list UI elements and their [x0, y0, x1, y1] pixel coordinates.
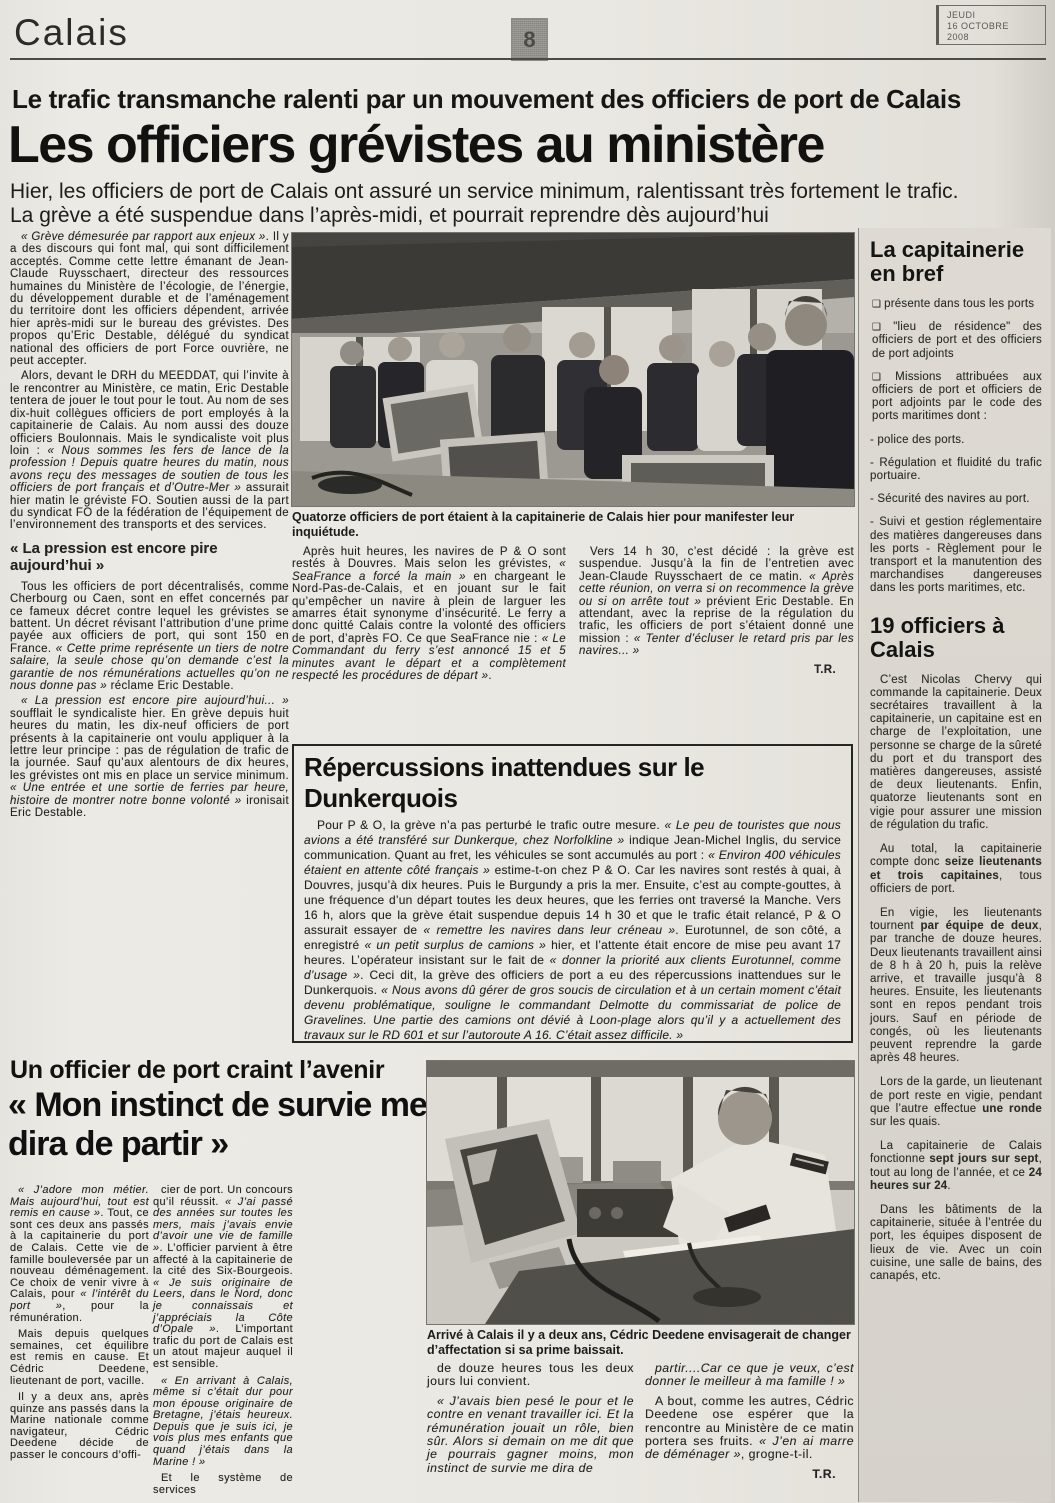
paragraph: Dans les bâtiments de la capitainerie, située à l’entrée du port, les équipes disposent de lieux de vie. Avec un coin cuisine, une salle de bains, des canapés, etc. — [870, 1203, 1042, 1282]
photo-officers-group-illustration — [292, 233, 854, 506]
sidebar-title-capitainerie: La capitainerie en bref — [870, 237, 1025, 286]
paragraph: Lors de la garde, un lieutenant de port reste en vigie, pendant que l’autre effectue une ronde sur les quais. — [870, 1076, 1042, 1128]
paragraph: cier de port. Un concours qu’il réussit. « J’ai passé des années sur toutes les mers, mais j’avais envie d’avoir une vie de famille ». L’officier parvient à être affecté à la capitainerie de la cité des Six-Bourgeois. « Je suis originaire de Leers, dans le Nord, donc je connaissais et j’appréciais la Côte d’Opale ». L’important trafic du port de Calais est un atout majeur auquel il est sensible. — [153, 1184, 293, 1370]
paragraph: « J’avais bien pesé le pour et le contre en venant travailler ici. Et la rémunération jouait un rôle, bien sûr. Alors si demain on me dit que je pourrais gagner moins, mon instinct de survie me dira de — [427, 1393, 634, 1475]
date-box — [936, 5, 1046, 45]
feature-headline: « Mon instinct de survie me dira de partir » — [8, 1086, 427, 1163]
lead-center-column-1 — [292, 546, 566, 685]
box-article — [292, 744, 853, 1043]
lead-headline: Les officiers grévistes au ministère — [8, 116, 824, 174]
paragraph: « La pression est encore pire aujourd’hui... » soufflait le syndicaliste hier. En grève depuis huit heures du matin, les dix-neuf officiers de port présents à la capitainerie ont voulu appliquer à la lettre leur principe : pas de régulation de trafic de la journée. Sauf qu’aux alentours de dix heures, les grévistes ont mis en place un service minimum. « Une entrée et une sortie de ferries par heure, histoire de montrer notre bonne volonté » ironisait Eric Destable. — [10, 695, 289, 820]
feature-column-1 — [10, 1185, 149, 1467]
photo2-caption: Arrivé à Calais il y a deux ans, Cédric Deedene envisagerait de changer d’affectation si sa prime baissait. — [427, 1328, 851, 1357]
lead-kicker: Le trafic transmanche ralenti par un mouvement des officiers de port de Calais — [12, 84, 961, 114]
photo1-caption: Quatorze officiers de port étaient à la capitainerie de Calais hier pour manifester leur inquiétude. — [292, 510, 795, 539]
paragraph: - Sécurité des navires au port. — [870, 493, 1030, 506]
photo-officers-group — [292, 233, 854, 506]
box-article-body — [304, 818, 841, 1043]
paragraph: de douze heures tous les deux jours lui convient. — [427, 1361, 634, 1389]
paragraph: « En arrivant à Calais, même si c’était dur pour mon épouse originaire de Bretagne, j’étais heureux. Depuis que je suis ici, je vois plus mes enfants que quand j’étais dans la Marine ! » — [153, 1374, 293, 1468]
paragraph: T.R. — [812, 1466, 836, 1481]
lead-left-column — [10, 231, 289, 822]
paragraph: Mais depuis quelques semaines, cet équilibre est remis en cause. Et Cédric Deedene, lieutenant de port, vacille. — [10, 1328, 149, 1387]
masthead-rule — [10, 58, 1046, 60]
sidebar — [858, 228, 1051, 1502]
paragraph: Il y a deux ans, après quinze ans passés dans la Marine nationale comme navigateur, Cédric Deedene décide de passer le concours d’offi- — [10, 1391, 149, 1462]
sidebar-body — [870, 674, 1042, 1284]
paragraph: Alors, devant le DRH du MEEDDAT, qui l’invite à le rencontrer au Ministère, ce matin, Eric Destable tentera de jouer le tout pour le tout. Au nom de ses dix-huit collègues officiers de port employés à la capitainerie de Calais. Au nom aussi des douze officiers Boulonnais. Mais le syndicaliste voit plus loin : « Nous sommes les fers de lance de la profession ! Depuis quatre heures du matin, nous avons reçu des messages de soutien de tous les officiers de port français et d’Outre-Mer » assurait hier matin le gréviste FO. Soutien aussi de la part du syndicat FO de la fédération de l’équipement de l’environnement des transports et des services. — [10, 370, 289, 532]
feature-column-2 — [153, 1185, 293, 1501]
feature-column-3 — [427, 1362, 634, 1481]
paragraph: Et le système de services — [153, 1472, 293, 1496]
paragraph: Pour P & O, la grève n’a pas perturbé le trafic outre mesure. « Le peu de touristes que nous avions a été transféré sur Dunkerque, chez Norfolkline » indique Jean-Michel Inglis, du service communication. Quant au fret, les véhicules se sont accumulés au port : « Environ 400 véhicules étaient en attente côté français » estime-t-on chez P & O. Car les navires sont restés à quai, à Douvres, jusqu’à dix heures. Puis le Burgundy a pris la mer. Ensuite, c’est au compte-gouttes, à une fréquence d’un départ toutes les deux heures, que les ferries ont traversé la Manche. Vers 16 h, alors que la grève était suspendue depuis 14 h 30 et que le trafic était relancé, P & O assurait essayer de « remettre les navires dans leur créneau ». Eurotunnel, de son côté, a enregistré « un petit surplus de camions » hier, et l’attente était encore de mise peu avant 17 heures. L’opérateur insistant sur le fait de « donner la priorité aux clients Eurotunnel, comme d’usage ». Ceci dit, la grève des officiers de port a eu des répercussions inattendues sur le Dunkerquois. « Nous avons dû gérer de gros soucis de circulation et à un certain moment c’était devenu problématique, souligne le commandant Delmotte du commissariat de police de Gravelines. Une partie des camions ont dévié à Loon-plage alors qu’il y a actuellement des travaux sur le RD 601 et sur l’autoroute A 16. C’était assez difficile. » — [304, 818, 842, 1042]
feature-column-4 — [645, 1362, 854, 1481]
paragraph: - police des ports. — [870, 433, 965, 446]
photo-officer-desk-illustration — [427, 1061, 854, 1324]
box-article-title: Répercussions inattendues sur le Dunkerquois — [304, 752, 705, 813]
sidebar-title-19-officiers: 19 officiers à Calais — [870, 612, 1005, 662]
paragraph: En vigie, les lieutenants tournent par équipe de deux, par tranche de douze heures. Deux lieutenants travaillent ainsi de 8 h à 20 h, puis la relève arrive, et travaille jusqu’à 8 heures. Ensuite, les lieutenants sont en repos pendant trois jours. Sauf en période de congés, où les lieutenants peuvent reprendre la garde après 48 heures. — [870, 906, 1043, 1065]
paragraph: ❑ Missions attribuées aux officiers de port et officiers de port adjoints par le code des ports maritimes dont : — [870, 371, 1042, 424]
section-title: Calais — [14, 12, 129, 53]
paragraph: Tous les officiers de port décentralisés, comme Cherbourg ou Caen, sont en effet concernés par ce fameux décret contre lequel les grévistes se battent. Un décret révisant l’attribution d’une prime payée aux officiers de port, qui sont 150 en France. « Cette prime représente un tiers de notre salaire, la seule chose qu’on demande c’est la garantie de nos rémunérations actuelles qu’on ne nous donne pas » réclame Eric Destable. — [10, 580, 290, 692]
paragraph: ❑ présente dans tous les ports — [870, 298, 1042, 311]
paragraph: C’est Nicolas Chervy qui commande la capitainerie. Deux secrétaires travaillent à la capitainerie, un capitaine est en charge de l’exploitation, une personne se charge de la sûreté du port et du transport des matières dangereuses, assisté de deux lieutenants. Enfin, quatorze lieutenants sont en vigie pour assurer une mission de régulation du trafic. — [870, 673, 1042, 831]
paragraph: ❑ "lieu de résidence" des officiers de port et des officiers de port adjoints — [870, 321, 1042, 361]
lead-deck: Hier, les officiers de port de Calais ont assuré un service minimum, ralentissant très fortement le trafic. La grève a été suspendue dans l’après-midi, et pourrait reprendre dès aujourd’hui — [10, 180, 959, 227]
paragraph: Vers 14 h 30, c’est décidé : la grève est suspendue. Jusqu’à la fin de l’entretien avec Jean-Claude Ruysschaert de ce matin. « Après cette réunion, on verra si on recommence la grève ou si on arrête tout » prévient Eric Destable. En attendant, avec la reprise de la régulation du trafic, les officiers de port s’étaient donné une mission : « Tenter d’écluser le retard pris par les navires... » — [579, 546, 854, 658]
paragraph: Après huit heures, les navires de P & O sont restés à Douvres. Mais selon les grévistes, « SeaFrance a forcé la main » en chargeant le Nord-Pas-de-Calais, et en jouant sur le fait qu’empêcher un navire à plein de larguer les amarres était synonyme d’insécurité. Le ferry a donc quitté Calais contre la volonté des officiers de port, d’après FO. Ce que SeaFrance nie : « Le Commandant du ferry s’est annoncé 15 et 5 minutes avant le départ et a complètement respecté les procédures de départ ». — [292, 546, 566, 683]
paragraph: Au total, la capitainerie compte donc seize lieutenants et trois capitaines, tous officiers de port. — [870, 843, 1043, 895]
sidebar-dash-list — [870, 434, 1042, 596]
photo-officer-desk — [427, 1061, 854, 1324]
paragraph: « La pression est encore pire aujourd’hui » — [10, 539, 218, 575]
paragraph: T.R. — [814, 663, 836, 676]
paragraph: - Suivi et gestion réglementaire des matières dangereuses dans les ports - Règlement pour le transport et la manutention des marchandises dangereuses dans les ports maritimes, etc. — [870, 516, 1042, 595]
paragraph: - Régulation et fluidité du trafic portuaire. — [870, 456, 1042, 483]
lead-center-column-2 — [579, 546, 854, 676]
feature-kicker: Un officier de port craint l’avenir — [10, 1056, 385, 1084]
date-line: JEUDI — [947, 10, 976, 20]
paragraph: A bout, comme les autres, Cédric Deedene ose espérer que la rencontre au Ministère de ce matin portera ses fruits. « J’en ai marre de déménager », grogne-t-il. — [645, 1393, 854, 1462]
paragraph: « J’adore mon métier. Mais aujourd’hui, tout est remis en cause ». Tout, ce sont ces deux ans passés à la capitainerie du port de Calais. Cette vie de famille bouleversée par un nouveau déménagement. Ce choix de venir vivre à Calais, pour « l’intérêt du port », pour la rémunération. — [10, 1184, 149, 1324]
page-number-badge: 8 — [511, 18, 548, 61]
paragraph: partir....Car ce que je veux, c’est donner le meilleur à ma famille ! » — [645, 1361, 854, 1389]
date-line: 2008 — [947, 32, 970, 42]
paragraph: La capitainerie de Calais fonctionne sept jours sur sept, tout au long de l’année, et ce 24 heures sur 24. — [870, 1140, 1042, 1192]
sidebar-bullet-list — [870, 298, 1042, 424]
date-line: 16 OCTOBRE — [947, 21, 1009, 31]
paragraph: « Grève démesurée par rapport aux enjeux ». Il y a des discours qui font mal, qui sont difficilement acceptés. Comme cette lettre émanant de Jean-Claude Ruysschaert, directeur des ressources humaines du Ministère de l’écologie, de l’énergie, du développement durable et de l’aménagement du territoire dont les officiers dépendent, arrivée hier après-midi sur le bureau des grévistes. Des propos qu’Eric Destable, délégué du syndicat national des officiers de port Force ouvrière, ne peut accepter. — [10, 231, 289, 368]
